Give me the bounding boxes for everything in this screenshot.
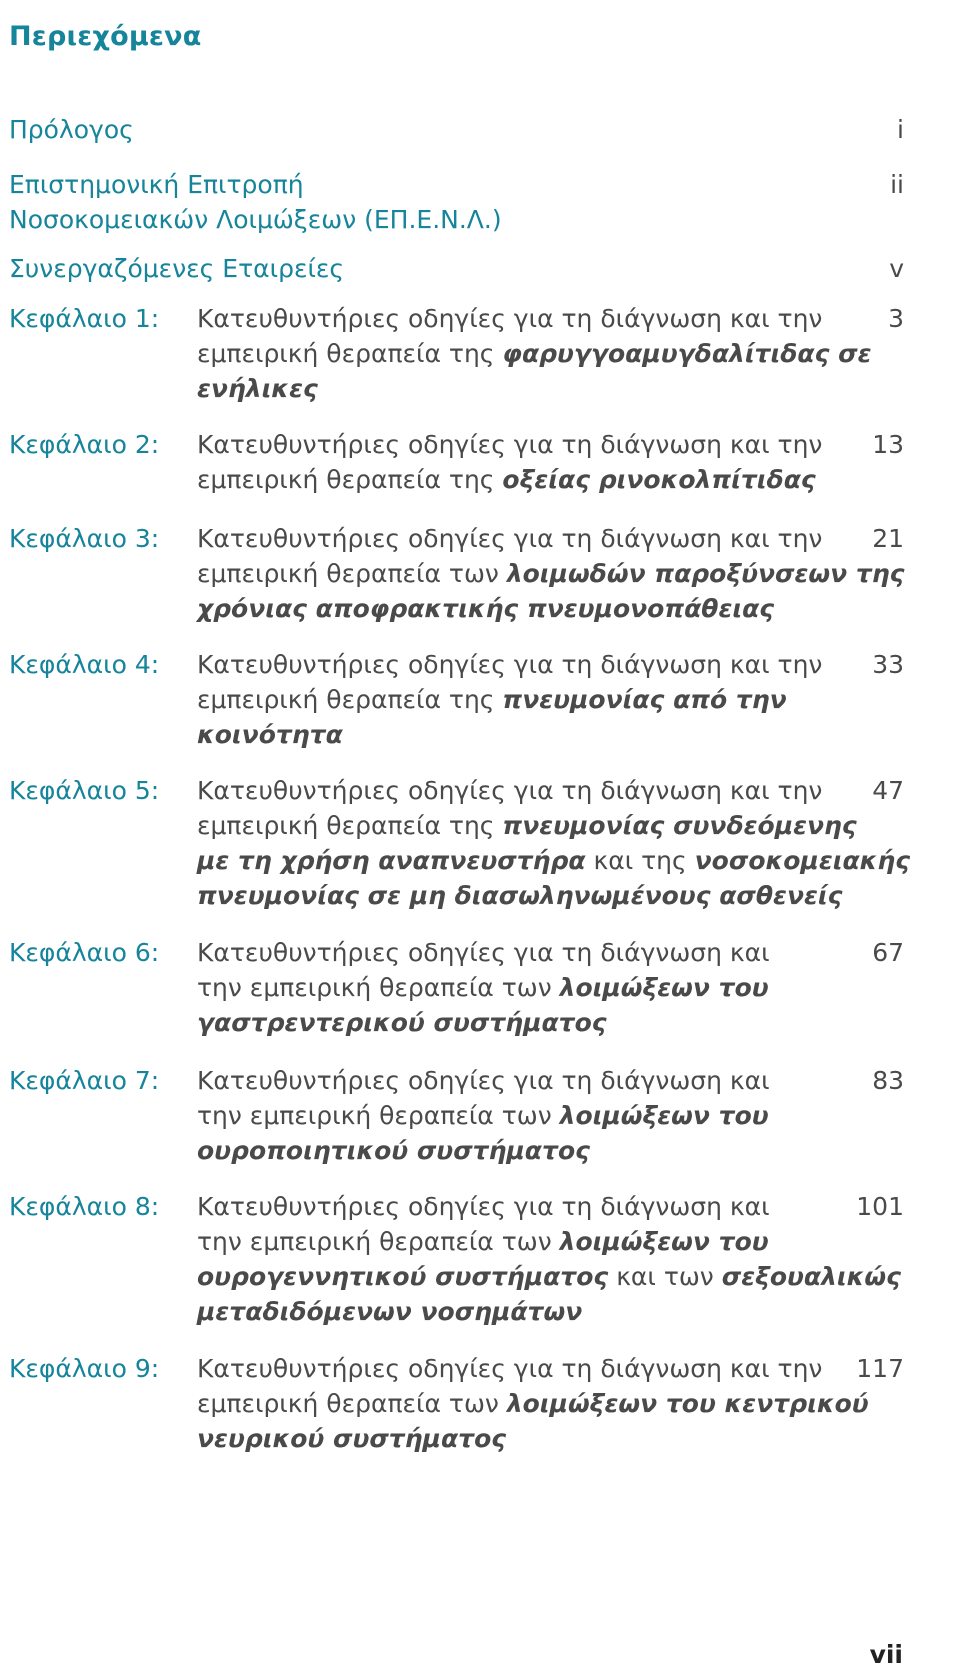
toc-page-number: i (897, 115, 904, 144)
toc-page-number: 33 (872, 650, 904, 679)
chapter-text: Κατευθυντήριες οδηγίες για τη διάγνωση και (197, 938, 770, 967)
chapter-text: Κατευθυντήριες οδηγίες για τη διάγνωση και την (197, 776, 823, 805)
toc-page-number: 101 (856, 1192, 904, 1221)
chapter-text: Κατευθυντήριες οδηγίες για τη διάγνωση και την (197, 304, 823, 333)
chapter-description-line (197, 1351, 857, 1386)
chapter-label: Κεφάλαιο 5: (9, 776, 160, 805)
chapter-topic-emphasis: λοιμωδών παροξύνσεων της (506, 559, 905, 588)
chapter-topic-emphasis: πνευμονίας από την (502, 685, 787, 714)
chapter-topic-emphasis: ουρογεννητικού συστήματος (197, 1262, 609, 1291)
chapter-label: Κεφάλαιο 7: (9, 1066, 160, 1095)
toc-page-number: 117 (856, 1354, 904, 1383)
chapter-label: Κεφάλαιο 3: (9, 524, 160, 553)
toc-entry-committee[interactable] (9, 167, 960, 237)
chapter-text: Κατευθυντήριες οδηγίες για τη διάγνωση και την (197, 1354, 823, 1383)
chapter-description-line (197, 878, 857, 913)
chapter-description-line (197, 556, 905, 591)
chapter-topic-emphasis: φαρυγγοαμυγδαλίτιδας σε (502, 339, 872, 368)
chapter-description-line (197, 682, 857, 717)
footer-page-number: vii (869, 1640, 903, 1669)
chapter-description-line (197, 773, 857, 808)
chapter-text: εμπειρική θεραπεία της (197, 465, 503, 494)
chapter-topic-emphasis: ουροποιητικού συστήματος (197, 1136, 590, 1165)
chapter-description-line (197, 843, 911, 878)
chapter-topic-emphasis: λοιμώξεων του κεντρικού (506, 1389, 869, 1418)
toc-page-number: 21 (872, 524, 904, 553)
toc-page-number: 83 (872, 1066, 904, 1095)
toc-entry-title: Συνεργαζόμενες Εταιρείες (9, 254, 345, 283)
toc-entry-title-line-2: Νοσοκομειακών Λοιμώξεων (ΕΠ.Ε.Ν.Λ.) (9, 205, 502, 234)
chapter-description-line (197, 301, 857, 336)
chapter-description-line (197, 1386, 869, 1421)
chapter-description-line (197, 1421, 857, 1456)
chapter-text: Κατευθυντήριες οδηγίες για τη διάγνωση και την (197, 524, 823, 553)
toc-entry-title: Πρόλογος (9, 115, 134, 144)
chapter-label: Κεφάλαιο 8: (9, 1192, 160, 1221)
chapter-topic-emphasis: ενήλικες (197, 374, 318, 403)
chapter-text: Κατευθυντήριες οδηγίες για τη διάγνωση και την (197, 430, 823, 459)
chapter-topic-emphasis: πνευμονίας συνδεόμενης (502, 811, 857, 840)
chapter-description (197, 1063, 857, 1168)
chapter-topic-emphasis: κοινότητα (197, 720, 343, 749)
toc-page-number: v (889, 254, 904, 283)
toc-entry-title: Επιστημονική Επιτροπή (9, 170, 304, 199)
chapter-description (197, 647, 857, 752)
chapter-topic-emphasis: νευρικού συστήματος (197, 1424, 507, 1453)
chapter-description-line (197, 591, 857, 626)
chapter-topic-emphasis: λοιμώξεων του (559, 1101, 769, 1130)
chapter-text: την εμπειρική θεραπεία των (197, 1101, 560, 1130)
chapter-description-line (197, 935, 857, 970)
chapter-description-line (197, 1098, 857, 1133)
chapter-topic-emphasis: χρόνιας αποφρακτικής πνευμονοπάθειας (197, 594, 775, 623)
chapter-text: Κατευθυντήριες οδηγίες για τη διάγνωση και την (197, 650, 823, 679)
chapter-description (197, 935, 857, 1040)
chapter-label: Κεφάλαιο 6: (9, 938, 160, 967)
toc-entry-preface[interactable] (9, 112, 960, 147)
chapter-description-line (197, 521, 857, 556)
chapter-text: εμπειρική θεραπεία της (197, 339, 503, 368)
chapter-topic-emphasis: γαστρεντερικού συστήματος (197, 1008, 607, 1037)
toc-page-number: 3 (888, 304, 904, 333)
toc-page-number: ii (890, 170, 904, 199)
chapter-description-line (197, 1005, 857, 1040)
toc-entry-partners[interactable] (9, 251, 960, 286)
chapter-topic-emphasis: λοιμώξεων του (559, 1227, 769, 1256)
chapter-text: και των (608, 1262, 722, 1291)
toc-page-number: 13 (872, 430, 904, 459)
chapter-topic-emphasis: με τη χρήση αναπνευστήρα (197, 846, 586, 875)
toc-page-number: 67 (872, 938, 904, 967)
chapter-label: Κεφάλαιο 1: (9, 304, 160, 333)
chapter-topic-emphasis: νοσοκομειακής (694, 846, 911, 875)
chapter-text: εμπειρική θεραπεία των (197, 1389, 507, 1418)
chapter-label: Κεφάλαιο 9: (9, 1354, 160, 1383)
chapter-text: Κατευθυντήριες οδηγίες για τη διάγνωση και (197, 1192, 770, 1221)
page-title: Περιεχόμενα (9, 21, 202, 53)
chapter-topic-emphasis: σεξουαλικώς (721, 1262, 901, 1291)
chapter-description-line (197, 970, 857, 1005)
chapter-text: εμπειρική θεραπεία των (197, 559, 507, 588)
chapter-description-line (197, 1133, 857, 1168)
chapter-description-line (197, 336, 872, 371)
chapter-description-line (197, 1224, 857, 1259)
chapter-label: Κεφάλαιο 4: (9, 650, 160, 679)
toc-page-number: 47 (872, 776, 904, 805)
chapter-description-line (197, 1259, 901, 1294)
chapter-description-line (197, 647, 857, 682)
chapter-description-line (197, 1294, 857, 1329)
chapter-description-line (197, 462, 857, 497)
chapter-text: Κατευθυντήριες οδηγίες για τη διάγνωση και (197, 1066, 770, 1095)
chapter-topic-emphasis: οξείας ρινοκολπίτιδας (502, 465, 816, 494)
chapter-description-line (197, 1189, 857, 1224)
chapter-description (197, 427, 857, 497)
chapter-text: και της (585, 846, 695, 875)
chapter-description-line (197, 808, 857, 843)
chapter-description-line (197, 371, 857, 406)
chapter-text: την εμπειρική θεραπεία των (197, 1227, 560, 1256)
chapter-description (197, 301, 872, 406)
chapter-text: την εμπειρική θεραπεία των (197, 973, 560, 1002)
chapter-text: εμπειρική θεραπεία της (197, 811, 503, 840)
chapter-topic-emphasis: μεταδιδόμενων νοσημάτων (197, 1297, 583, 1326)
chapter-topic-emphasis: λοιμώξεων του (559, 973, 769, 1002)
chapter-description-line (197, 427, 857, 462)
chapter-label: Κεφάλαιο 2: (9, 430, 160, 459)
chapter-description-line (197, 717, 857, 752)
chapter-text: εμπειρική θεραπεία της (197, 685, 503, 714)
chapter-description-line (197, 1063, 857, 1098)
chapter-topic-emphasis: πνευμονίας σε μη διασωληνωμένους ασθενείς (197, 881, 843, 910)
chapter-description (197, 1351, 869, 1456)
